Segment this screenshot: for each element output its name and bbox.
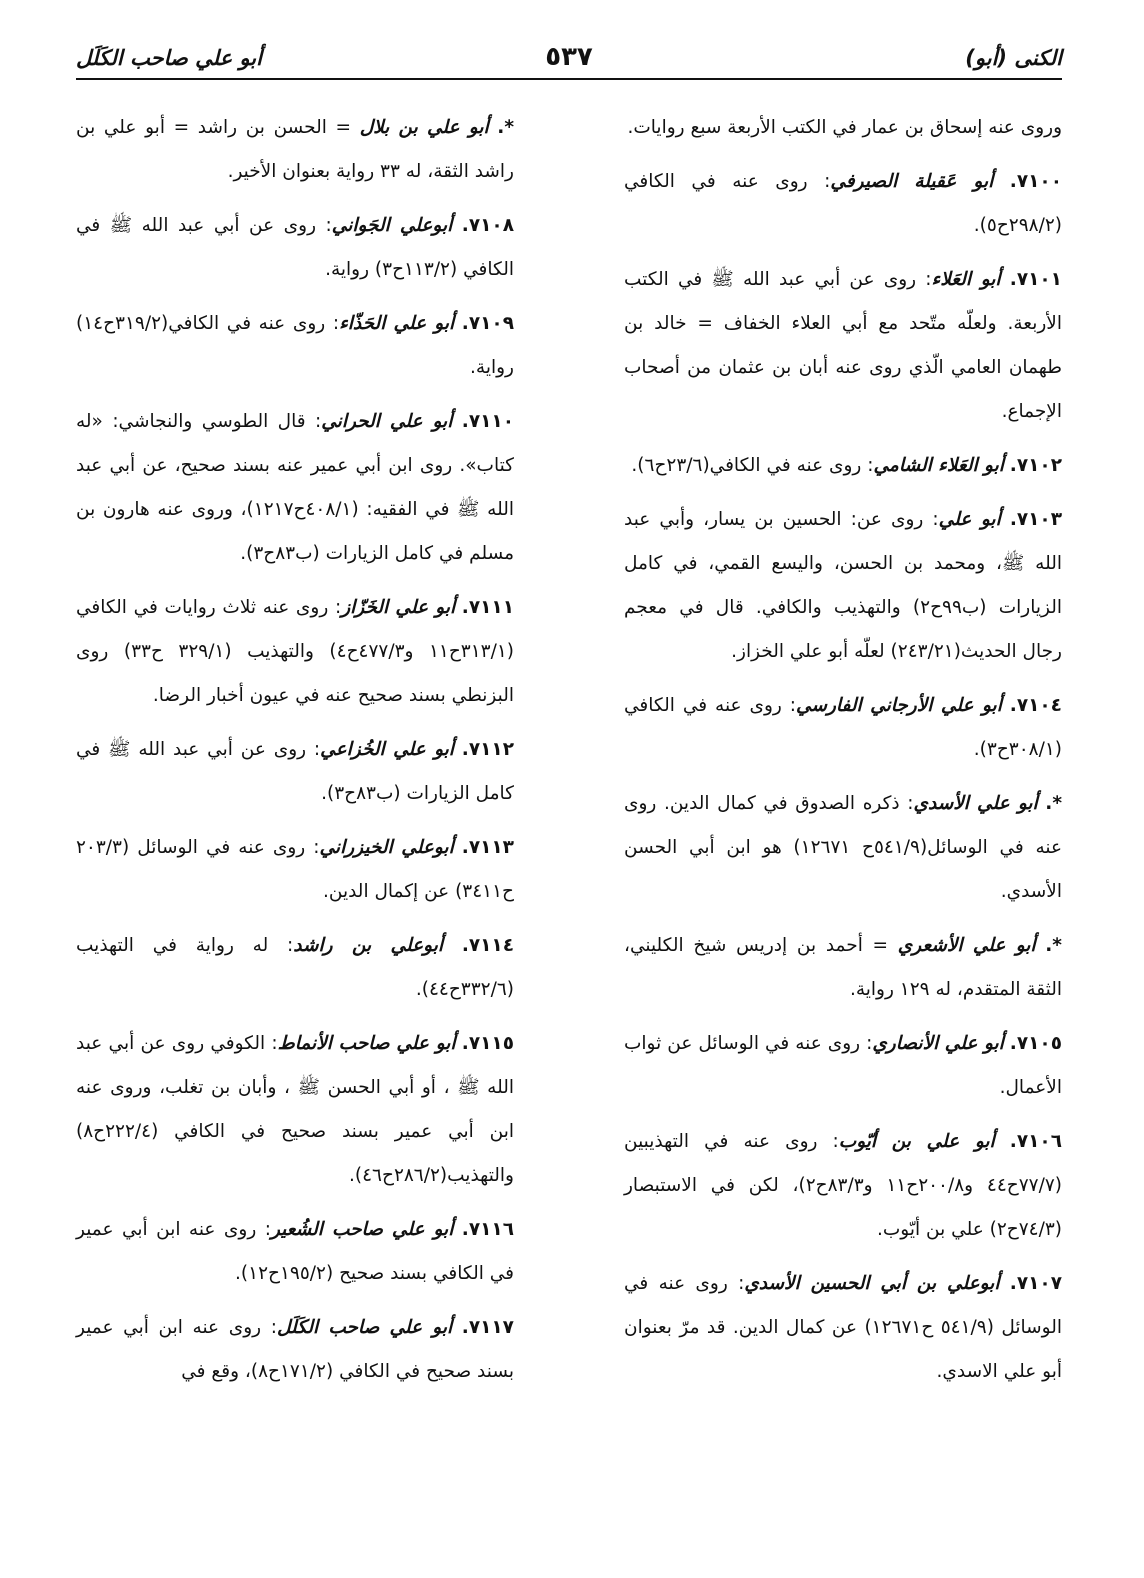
right-column (624, 106, 1062, 1404)
entry-name: أبوعلي بن أبي الحسين الأسدي (744, 1273, 1000, 1294)
biography-entry (76, 106, 514, 194)
entry-text: : روى عن أبي عبد الله ﷺ في كامل الزيارات (ب٨٣ح٣). (76, 739, 514, 804)
entry-text: وروى عنه إسحاق بن عمار في الكتب الأربعة سبع روايات. (627, 117, 1062, 138)
biography-entry (624, 924, 1062, 1012)
biography-entry (76, 586, 514, 718)
entry-text: : روى عن: الحسين بن يسار، وأبي عبد الله ﷺ، ومحمد بن الحسن، واليسع القمي، في كامل الزيارات (ب٩٩ح٢) والتهذيب والكافي. قال في معجم رجال الحديث(٢٤٣/٢١) لعلّه أبو علي الخزاز. (624, 509, 1062, 662)
entry-number: ٧١٠٥. (1009, 1033, 1062, 1054)
entry-name: أبو علي الخَزّاز (341, 597, 456, 618)
entry-text: : روى عنه في الكافي(٣١٩/٢ح١٤) رواية. (76, 313, 514, 378)
entry-name: أبوعلي الخيزراني (319, 837, 454, 858)
biography-entry (76, 1306, 514, 1394)
two-column-body (76, 106, 1062, 1404)
biography-entry (624, 1022, 1062, 1110)
entry-number: ٧١٠٢. (1009, 455, 1062, 476)
biography-entry (624, 1120, 1062, 1252)
entry-name: أبو علي صاحب الشُعير (270, 1219, 454, 1240)
entry-number: ٧١٠٨. (461, 215, 514, 236)
entry-number: ٧١١٥. (461, 1033, 514, 1054)
entry-text: : قال الطوسي والنجاشي: «له كتاب». روى ابن أبي عمير عنه بسند صحيح، عن أبي عبد الله ﷺ في الفقيه: (٤٠٨/١ح١٢١٧)، وروى عنه هارون بن مسلم في كامل الزيارات (ب٨٣ح٣). (76, 411, 514, 564)
entry-name: أبو علي الخُزاعي (320, 739, 454, 760)
entry-name: أبو علي الأرجاني الفارسي (796, 695, 1002, 716)
entry-name: أبو عَقيلة الصيرفي (830, 171, 994, 192)
biography-entry (76, 728, 514, 816)
entry-number: ٧١١٢. (461, 739, 514, 760)
entry-name: أبو علي بن أيّوب (838, 1131, 995, 1152)
entry-text: : روى عن أبي عبد الله ﷺ في الكافي (١١٣/٢ح٣) رواية. (76, 215, 514, 280)
biography-entry (624, 684, 1062, 772)
entry-text: : روى عنه ثلاث روايات في الكافي (٣١٣/١ح١١ و٤٧٧/٣ح٤) والتهذيب (٣٢٩/١ ح٣٣) روى البزنطي بسند صحيح عنه في عيون أخبار الرضا. (76, 597, 514, 706)
biography-entry (76, 826, 514, 914)
entry-text: : روى عنه في الوسائل (٢٠٣/٣ ح٣٤١١) عن إكمال الدين. (76, 837, 514, 902)
biography-entry (624, 444, 1062, 488)
entry-name: أبو العَلاء الشامي (873, 455, 1004, 476)
running-header (76, 28, 1062, 80)
header-right-title: الكنى (أبو) (965, 46, 1062, 70)
biography-entry (624, 1262, 1062, 1394)
entry-name: أبوعلي بن راشد (293, 935, 443, 956)
biography-entry (76, 400, 514, 576)
entry-text: = أحمد بن إدريس شيخ الكليني، الثقة المتقدم، له ١٢٩ رواية. (624, 935, 1062, 1000)
entry-number: ٧١١٠. (461, 411, 514, 432)
entry-text: : روى عنه في الوسائل (٥٤١/٩ ح١٢٦٧١) عن كمال الدين. قد مرّ بعنوان أبو علي الاسدي. (624, 1273, 1062, 1382)
entry-name: أبو علي بن بلال (359, 117, 489, 138)
entry-number: *. (1045, 793, 1062, 814)
entry-text: : روى عنه ابن أبي عمير في الكافي بسند صحيح (١٩٥/٢ح١٢). (76, 1219, 514, 1284)
entry-name: أبو علي (938, 509, 1001, 530)
entry-name: أبوعلي الجَواني (331, 215, 453, 236)
entry-text: : روى عنه في الكافي(٢٣/٦ح٦). (631, 455, 874, 476)
entry-number: ٧١١٤. (461, 935, 515, 956)
entry-text: : ذكره الصدوق في كمال الدين. روى عنه في الوسائل(٥٤١/٩ح ١٢٦٧١) هو ابن أبي الحسن الأسدي. (624, 793, 1062, 902)
entry-name: أبو علي الحراني (321, 411, 453, 432)
entry-name: أبو علي صاحب الكَلَل (276, 1317, 453, 1338)
entry-number: ٧١٠٦. (1009, 1131, 1062, 1152)
biography-entry (76, 302, 514, 390)
entry-number: ٧١٠٧. (1009, 1273, 1062, 1294)
entry-number: ٧١٠٣. (1009, 509, 1063, 530)
left-column (76, 106, 514, 1404)
entry-name: أبو علي الأشعري (897, 935, 1036, 956)
entry-name: أبو علي الحَذّاء (339, 313, 455, 334)
entry-text: : روى عنه في الكافي (٢٩٨/٢ح٥). (624, 171, 1062, 236)
entry-text: : روى عنه في الكافي (٣٠٨/١ح٣). (624, 695, 1062, 760)
page-number: ٥٣٧ (545, 42, 593, 72)
entry-text: : له رواية في التهذيب (٣٣٢/٦ح٤٤). (76, 935, 514, 1000)
entry-name: أبو علي الأسدي (913, 793, 1038, 814)
entry-number: *. (497, 117, 514, 138)
entry-text: = الحسن بن راشد = أبو علي بن راشد الثقة، له ٣٣ رواية بعنوان الأخير. (76, 117, 514, 182)
entry-number: ٧١٠٠. (1009, 171, 1062, 192)
entry-number: ٧١٠١. (1009, 269, 1062, 290)
entry-number: ٧١٠٤. (1009, 695, 1062, 716)
entry-number: ٧١١٦. (461, 1219, 514, 1240)
biography-entry (624, 258, 1062, 434)
biography-entry (76, 204, 514, 292)
entry-name: أبو علي الأنصاري (872, 1033, 1004, 1054)
entry-text: : روى عنه ابن أبي عمير بسند صحيح في الكافي (١٧١/٢ح٨)، وقع في (76, 1317, 514, 1382)
biography-entry (76, 924, 514, 1012)
entry-number: ٧١١٣. (461, 837, 514, 858)
biography-entry (624, 498, 1062, 674)
biography-entry (76, 1208, 514, 1296)
entry-number: ٧١١٧. (461, 1317, 514, 1338)
entry-number: ٧١٠٩. (461, 313, 514, 334)
biography-entry (624, 782, 1062, 914)
entry-name: أبو العَلاء (931, 269, 1001, 290)
entry-text: : روى عن أبي عبد الله ﷺ في الكتب الأربعة. ولعلّه متّحد مع أبي العلاء الخفاف = خالد بن طهمان العامي الّذي روى عنه أبان بن عثمان من أصحاب الإجماع. (624, 269, 1062, 422)
biography-entry (624, 106, 1062, 150)
entry-name: أبو علي صاحب الأنماط (277, 1033, 456, 1054)
entry-number: ٧١١١. (461, 597, 514, 618)
entry-text: : روى عنه في التهذيبين (٧٧/٧ح٤٤ و٢٠٠/٨ح١١ و٨٣/٣ح٢)، لكن في الاستبصار (٧٤/٣ح٢) علي بن أيّوب. (624, 1131, 1062, 1240)
header-left-title: أبو علي صاحب الكَلَل (76, 46, 262, 70)
entry-text: : روى عنه في الوسائل عن ثواب الأعمال. (624, 1033, 1062, 1098)
entry-text: : الكوفي روى عن أبي عبد الله ﷺ ، أو أبي الحسن ﷺ ، وأبان بن تغلب، وروى عنه ابن أبي عمير بسند صحيح في الكافي (٢٢٢/٤ح٨) والتهذيب(٢٨٦/٢ح٤٦). (76, 1033, 514, 1186)
entry-number: *. (1045, 935, 1062, 956)
biography-entry (624, 160, 1062, 248)
biography-entry (76, 1022, 514, 1198)
